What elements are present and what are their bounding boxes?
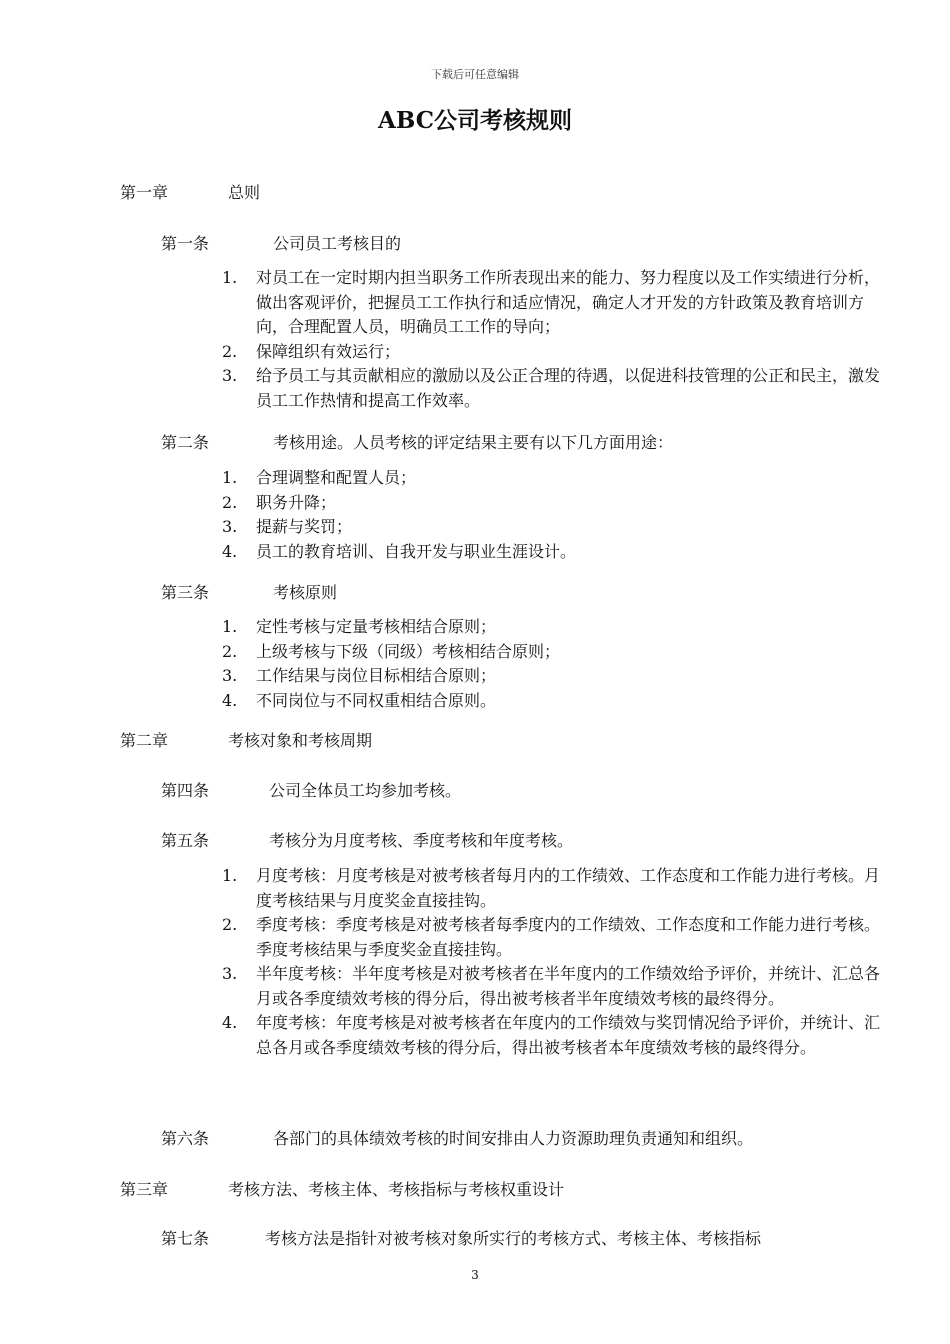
list-item xyxy=(222,491,882,516)
list-item-number: 3. xyxy=(222,666,238,685)
article-number: 第五条 xyxy=(161,831,210,850)
list-item-text: 年度考核：年度考核是对被考核者在年度内的工作绩效与奖罚情况给予评价，并统计、汇总各月或各季度绩效考核的得分后，得出被考核者本年度绩效考核的最终得分。 xyxy=(256,1013,881,1057)
list-item xyxy=(222,340,882,365)
article-text: 公司全体员工均参加考核。 xyxy=(269,781,462,800)
chapter-heading xyxy=(120,1178,564,1202)
article-heading xyxy=(161,431,673,455)
list-item-text: 半年度考核：半年度考核是对被考核者在半年度内的工作绩效给予评价，并统计、汇总各月或各季度绩效考核的得分后，得出被考核者半年度绩效考核的最终得分。 xyxy=(256,964,881,1008)
page-number: 3 xyxy=(471,1268,479,1282)
list-item-number: 1. xyxy=(222,268,238,287)
list-item-number: 4. xyxy=(222,690,238,710)
page-header-note: 下载后可任意编辑 xyxy=(431,68,519,81)
chapter-heading xyxy=(120,181,260,205)
article-text: 考核分为月度考核、季度考核和年度考核。 xyxy=(269,831,574,850)
list-item xyxy=(222,864,882,913)
list-item-number: 3. xyxy=(222,964,238,983)
chapter-title: 考核对象和考核周期 xyxy=(228,731,373,750)
list-item-text: 提薪与奖罚； xyxy=(256,517,353,536)
article-text: 考核原则 xyxy=(273,583,338,602)
article-number: 第二条 xyxy=(161,433,210,452)
purpose-list xyxy=(222,266,882,413)
list-item xyxy=(222,515,882,540)
article-number: 第四条 xyxy=(161,781,210,800)
chapter-number: 第二章 xyxy=(120,731,169,750)
list-item xyxy=(222,540,882,565)
list-item xyxy=(222,266,882,340)
list-item-number: 1. xyxy=(222,866,238,885)
chapter-number: 第三章 xyxy=(120,1180,169,1199)
list-item xyxy=(222,364,882,413)
article-heading xyxy=(161,779,461,803)
list-item-number: 3. xyxy=(222,366,238,385)
list-item-text: 对员工在一定时期内担当职务工作所表现出来的能力、努力程度以及工作实绩进行分析，做出客观评价，把握员工工作执行和适应情况，确定人才开发的方针政策及教育培训方向，合理配置人员，明确员工工作的导向； xyxy=(256,268,881,336)
list-item-text: 月度考核：月度考核是对被考核者每月内的工作绩效、工作态度和工作能力进行考核。月度考核结果与月度奖金直接挂钩。 xyxy=(256,866,881,910)
list-item xyxy=(222,615,882,640)
list-item-number: 2. xyxy=(222,641,238,661)
article-text: 公司员工考核目的 xyxy=(273,234,402,253)
list-item-number: 3. xyxy=(222,517,238,536)
principle-list xyxy=(222,615,882,713)
period-list xyxy=(222,864,882,1060)
list-item-text: 职务升降； xyxy=(256,492,337,512)
list-item xyxy=(222,1011,882,1060)
list-item-number: 2. xyxy=(222,341,238,361)
article-heading xyxy=(161,232,401,256)
usage-list xyxy=(222,466,882,564)
list-item-text: 给予员工与其贡献相应的激励以及公正合理的待遇，以促进科技管理的公正和民主，激发员工工作热情和提高工作效率。 xyxy=(256,366,881,410)
article-heading xyxy=(161,1227,761,1251)
document-title: ABC公司考核规则 xyxy=(377,107,573,134)
list-item-text: 工作结果与岗位目标相结合原则； xyxy=(256,666,497,685)
list-item-text: 不同岗位与不同权重相结合原则。 xyxy=(256,690,497,710)
list-item xyxy=(222,913,882,962)
list-item-number: 2. xyxy=(222,492,238,512)
list-item-number: 4. xyxy=(222,541,238,561)
article-number: 第七条 xyxy=(161,1229,210,1248)
list-item-number: 1. xyxy=(222,617,238,636)
article-heading xyxy=(161,1127,753,1151)
article-text: 考核用途。人员考核的评定结果主要有以下几方面用途： xyxy=(273,433,674,452)
list-item xyxy=(222,640,882,665)
list-item-text: 上级考核与下级（同级）考核相结合原则； xyxy=(256,641,561,661)
article-text: 考核方法是指针对被考核对象所实行的考核方式、考核主体、考核指标 xyxy=(265,1229,762,1248)
list-item-number: 4. xyxy=(222,1013,238,1032)
article-heading xyxy=(161,829,573,853)
list-item-number: 2. xyxy=(222,915,238,934)
chapter-title: 考核方法、考核主体、考核指标与考核权重设计 xyxy=(228,1180,565,1199)
list-item xyxy=(222,466,882,491)
list-item-number: 1. xyxy=(222,468,238,487)
article-number: 第一条 xyxy=(161,234,210,253)
chapter-title: 总则 xyxy=(228,183,261,202)
list-item-text: 季度考核：季度考核是对被考核者每季度内的工作绩效、工作态度和工作能力进行考核。季度考核结果与季度奖金直接挂钩。 xyxy=(256,915,881,959)
list-item-text: 合理调整和配置人员； xyxy=(256,468,417,487)
list-item xyxy=(222,689,882,714)
list-item-text: 定性考核与定量考核相结合原则； xyxy=(256,617,497,636)
article-number: 第三条 xyxy=(161,583,210,602)
list-item xyxy=(222,962,882,1011)
list-item xyxy=(222,664,882,689)
article-number: 第六条 xyxy=(161,1129,210,1148)
chapter-number: 第一章 xyxy=(120,183,169,202)
chapter-heading xyxy=(120,729,372,753)
list-item-text: 保障组织有效运行； xyxy=(256,341,401,361)
article-heading xyxy=(161,581,337,605)
list-item-text: 员工的教育培训、自我开发与职业生涯设计。 xyxy=(256,541,577,561)
article-text: 各部门的具体绩效考核的时间安排由人力资源助理负责通知和组织。 xyxy=(273,1129,754,1148)
